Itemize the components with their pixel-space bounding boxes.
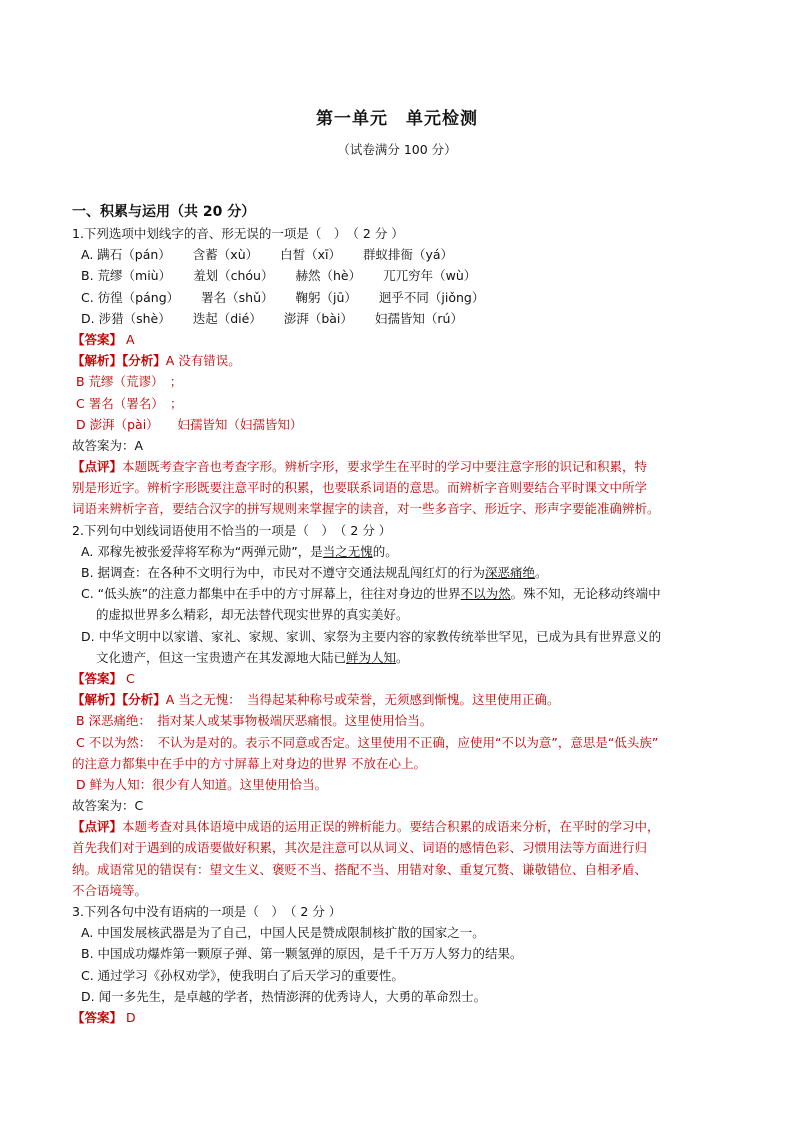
analysis-text: A 没有错误。 xyxy=(165,353,241,369)
option-text: 。殊不知，无论移动终端中 xyxy=(510,586,661,602)
q1-a-2: 含蓄（xù） xyxy=(192,247,259,263)
analysis-text: 的注意力都集中在手中的方寸屏幕上对身边的世界 不放在心上。 xyxy=(72,755,426,771)
option-text: 文化遗产，但这一宝贵遗产在其发源地大陆已 xyxy=(96,649,347,665)
question-3-stem: 3.下列各句中没有语病的一项是（ ） （ 2 分 ） xyxy=(72,904,342,919)
q1-d-1: D. 涉猎（shè） xyxy=(81,310,171,326)
comment-text: 首先我们对于遇到的成语要做好积累，其次是注意可以从词义、词语的感情色彩、习惯用法等方面进行归 xyxy=(72,840,648,856)
analysis-text: C 署名（署名） ； xyxy=(76,395,183,411)
analysis-text: D 鲜为人知：很少有人知道。这里使用恰当。 xyxy=(76,776,328,792)
q1-b-2: 羞划（chóu） xyxy=(193,268,274,284)
q1-c-1: C. 彷徨（páng） xyxy=(81,289,180,305)
q2-option-d: D. 中华文明中以家谱、家礼、家规、家训、家祭为主要内容的家教传统举世罕见，已成为具有世界意义的 xyxy=(81,628,662,644)
question-2-stem: 2.下列句中划线词语使用不恰当的一项是（ ） （ 2 分 ） xyxy=(72,522,392,538)
comment-text: 本题既考查字音也考查字形。辨析字形，要求学生在平时的学习中要注意字形的识记和积累，特 xyxy=(122,459,648,475)
option-text: A. 邓稼先被张爱萍将军称为“两弹元勋”，是 xyxy=(81,543,323,559)
analysis-tag: 【解析】【分析】 xyxy=(72,692,166,708)
answer-tag: 【答案】 xyxy=(72,1009,123,1025)
q2-option-d-cont xyxy=(72,647,728,668)
q2-conclusion: 故答案为：C xyxy=(72,798,144,814)
q1-c-4: 迥乎不同（jiǒng） xyxy=(378,289,485,305)
q3-option-d: D. 闻一多先生，是卓越的学者，热情澎湃的优秀诗人，大勇的革命烈士。 xyxy=(81,988,487,1004)
analysis-text: C 不以为然： 不认为是对的。表示不同意或否定。这里使用不正确，应使用“不以为意”，意思是“低头族” xyxy=(76,734,659,750)
q1-answer xyxy=(72,329,728,350)
q1-a-1: A. 蹒石（pán） xyxy=(81,247,171,263)
q2-option-b xyxy=(72,562,728,583)
q1-b-3: 赫然（hè） xyxy=(295,268,362,284)
q1-comment xyxy=(72,456,728,477)
section-heading: 一、积累与运用（共 20 分） xyxy=(72,204,256,220)
q3-answer xyxy=(72,1007,728,1028)
comment-tag: 【点评】 xyxy=(72,819,123,835)
q1-c-2: 署名（shǔ） xyxy=(201,289,274,305)
analysis-text: B 荒缪（荒谬） ； xyxy=(76,374,183,390)
q2-comment xyxy=(72,816,728,837)
comment-text: 不合语境等。 xyxy=(72,882,148,898)
q1-option-d xyxy=(72,308,728,329)
comment-tag: 【点评】 xyxy=(72,459,123,475)
comment-text: 纳。成语常见的错误有：望文生义、褒贬不当、搭配不当、用错对象、重复冗赘、谦敬错位、自相矛盾、 xyxy=(72,861,648,877)
answer-value: C xyxy=(126,670,135,686)
underlined-phrase: 鲜为人知 xyxy=(346,649,397,665)
analysis-text: D 澎湃（pài） 妇孺皆知（妇孺皆知） xyxy=(76,416,303,432)
q1-option-a xyxy=(72,244,728,265)
page-subtitle: （试卷满分 100 分） xyxy=(337,142,457,157)
q1-b-4: 兀兀穷年（wù） xyxy=(383,268,477,284)
q2-option-c-cont: 的虚拟世界多么精彩，却无法替代现实世界的真实美好。 xyxy=(96,607,409,623)
analysis-tag: 【解析】【分析】 xyxy=(72,353,166,369)
answer-value: A xyxy=(126,331,135,347)
option-text: 的。 xyxy=(372,543,398,559)
q2-answer xyxy=(72,668,728,689)
q1-b-1: B. 荒缪（miù） xyxy=(81,268,172,284)
q1-d-3: 澎湃（bài） xyxy=(283,310,353,326)
answer-tag: 【答案】 xyxy=(72,331,123,347)
exam-content xyxy=(72,201,728,1028)
option-text: 。 xyxy=(535,565,548,580)
option-text: 。 xyxy=(396,649,409,665)
underlined-phrase: 不以为然 xyxy=(460,586,511,602)
q1-conclusion: 故答案为：A xyxy=(72,437,144,453)
underlined-phrase: 深恶痛绝 xyxy=(485,565,536,580)
analysis-text: A 当之无愧： 当得起某种称号或荣誉，无须感到惭愧。这里使用正确。 xyxy=(165,692,560,708)
q1-a-4: 群蚁排衙（yá） xyxy=(363,247,454,263)
answer-tag: 【答案】 xyxy=(72,670,123,686)
q1-d-2: 迭起（dié） xyxy=(192,310,262,326)
question-1-stem: 1.下列选项中划线字的音、形无误的一项是（ ） （ 2 分 ） xyxy=(72,226,404,241)
q2-analysis xyxy=(72,689,728,710)
q2-option-a xyxy=(72,541,728,562)
comment-text: 词语来辨析字音，要结合汉字的拼写规则来掌握字的读音，对一些多音字、形近字、形声字要能准确辨析。 xyxy=(72,501,660,517)
q1-a-3: 白皙（xī） xyxy=(280,247,341,263)
q3-option-b: B. 中国成功爆炸第一颗原子弹、第一颗氢弹的原因，是千千万万人努力的结果。 xyxy=(81,946,523,962)
comment-text: 本题考查对具体语境中成语的运用正误的辨析能力。要结合积累的成语来分析，在平时的学习中， xyxy=(122,819,660,835)
q1-analysis xyxy=(72,350,728,371)
analysis-text: B 深恶痛绝： 指对某人或某事物极端厌恶痛恨。这里使用恰当。 xyxy=(76,713,433,729)
answer-value: D xyxy=(126,1009,136,1025)
comment-text: 别是形近字。辨析字形既要注意平时的积累，也要联系词语的意思。而辨析字音则要结合平时课文中所学 xyxy=(72,480,648,496)
q3-option-a: A. 中国发展核武器是为了自己，中国人民是赞成限制核扩散的国家之一。 xyxy=(81,925,485,941)
q3-option-c: C. 通过学习《孙权劝学》，使我明白了后天学习的重要性。 xyxy=(81,967,404,983)
page-title: 第一单元 单元检测 xyxy=(316,109,478,129)
underlined-phrase: 当之无愧 xyxy=(322,543,373,559)
q2-option-c xyxy=(72,583,728,604)
option-text: B. 据调查：在各种不文明行为中，市民对不遵守交通法规乱闯红灯的行为 xyxy=(81,565,486,580)
q1-option-c xyxy=(72,287,728,308)
q1-c-3: 鞠躬（jū） xyxy=(295,289,357,305)
q1-d-4: 妇孺皆知（rú） xyxy=(374,310,463,326)
q1-option-b xyxy=(72,265,728,286)
option-text: C. “低头族”的注意力都集中在手中的方寸屏幕上，往往对身边的世界 xyxy=(81,586,461,602)
